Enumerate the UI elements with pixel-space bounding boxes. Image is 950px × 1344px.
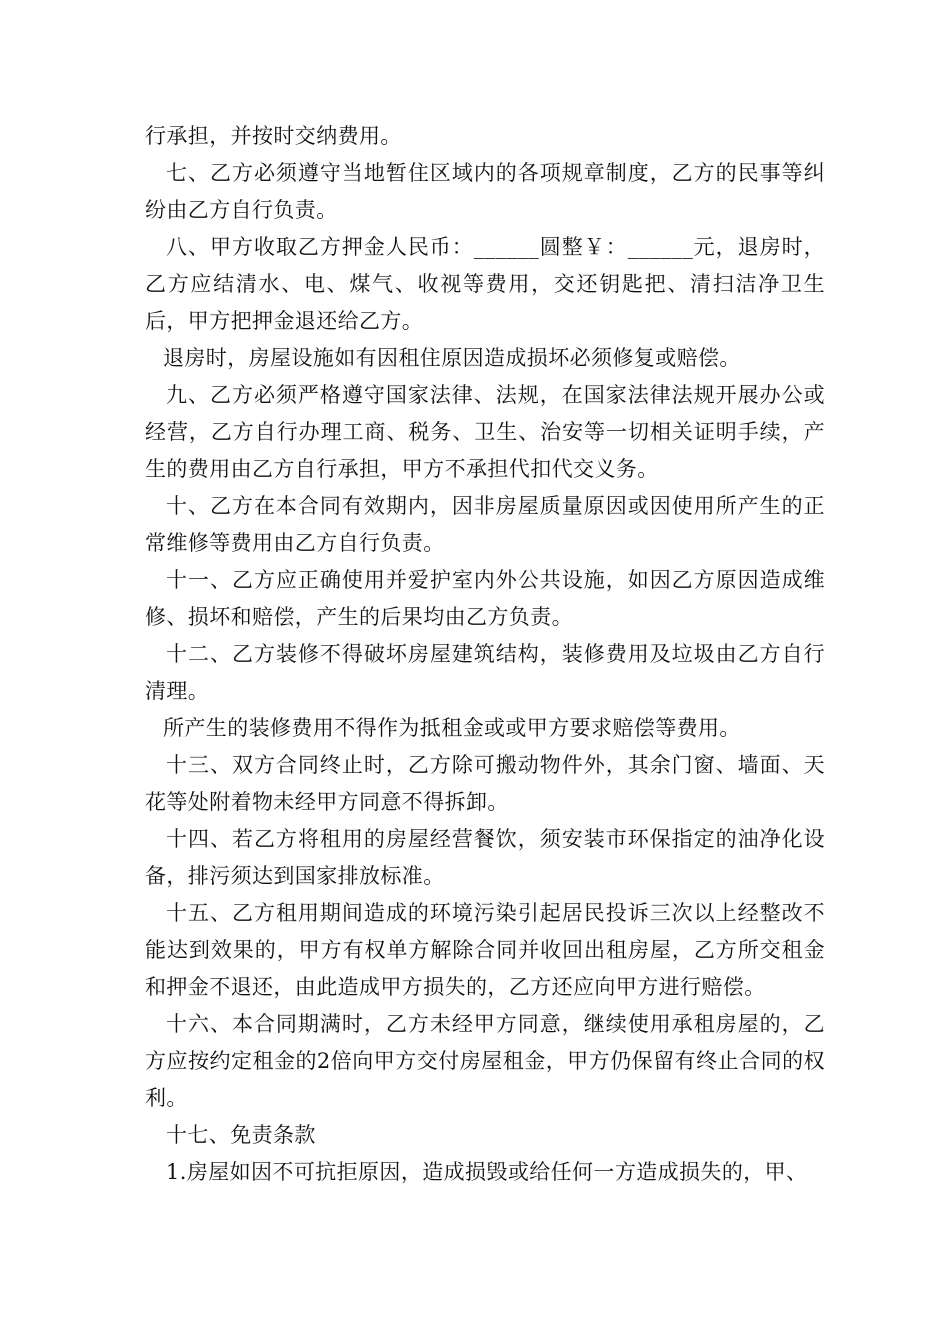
paragraph: 十六、本合同期满时，乙方未经甲方同意，继续使用承租房屋的，乙方应按约定租金的2倍向甲方交付房屋租金，甲方仍保留有终止合同的权利。	[145, 1012, 825, 1110]
paragraph: 行承担，并按时交纳费用。	[145, 124, 402, 148]
paragraph: 所产生的装修费用不得作为抵租金或或甲方要求赔偿等费用。	[163, 716, 741, 740]
paragraph: 十四、若乙方将租用的房屋经营餐饮，须安装市环保指定的油净化设备，排污须达到国家排放标准。	[145, 827, 825, 888]
paragraph: 八、甲方收取乙方押金人民币：______圆整￥：______元，退房时，乙方应结清水、电、煤气、收视等费用，交还钥匙把、清扫洁净卫生后，甲方把押金退还给乙方。	[145, 235, 825, 333]
paragraph: 七、乙方必须遵守当地暂住区域内的各项规章制度，乙方的民事等纠纷由乙方自行负责。	[145, 161, 825, 222]
paragraph: 十五、乙方租用期间造成的环境污染引起居民投诉三次以上经整改不能达到效果的，甲方有权单方解除合同并收回出租房屋，乙方所交租金和押金不退还，由此造成甲方损失的，乙方还应向甲方进行赔偿。	[145, 901, 825, 999]
paragraph: 十三、双方合同终止时，乙方除可搬动物件外，其余门窗、墙面、天花等处附着物未经甲方同意不得拆卸。	[145, 753, 825, 814]
document-body	[145, 118, 825, 1191]
paragraph: 退房时，房屋设施如有因租住原因造成损坏必须修复或赔偿。	[163, 346, 741, 370]
paragraph: 1.房屋如因不可抗拒原因，造成损毁或给任何一方造成损失的，甲、	[166, 1160, 808, 1184]
paragraph: 十二、乙方装修不得破坏房屋建筑结构，装修费用及垃圾由乙方自行清理。	[145, 642, 825, 703]
paragraph: 十、乙方在本合同有效期内，因非房屋质量原因或因使用所产生的正常维修等费用由乙方自行负责。	[145, 494, 825, 555]
paragraph: 十七、免责条款	[166, 1123, 316, 1147]
paragraph: 十一、乙方应正确使用并爱护室内外公共设施，如因乙方原因造成维修、损坏和赔偿，产生的后果均由乙方负责。	[145, 568, 825, 629]
paragraph: 九、乙方必须严格遵守国家法律、法规，在国家法律法规开展办公或经营，乙方自行办理工商、税务、卫生、治安等一切相关证明手续，产生的费用由乙方自行承担，甲方不承担代扣代交义务。	[145, 383, 825, 481]
